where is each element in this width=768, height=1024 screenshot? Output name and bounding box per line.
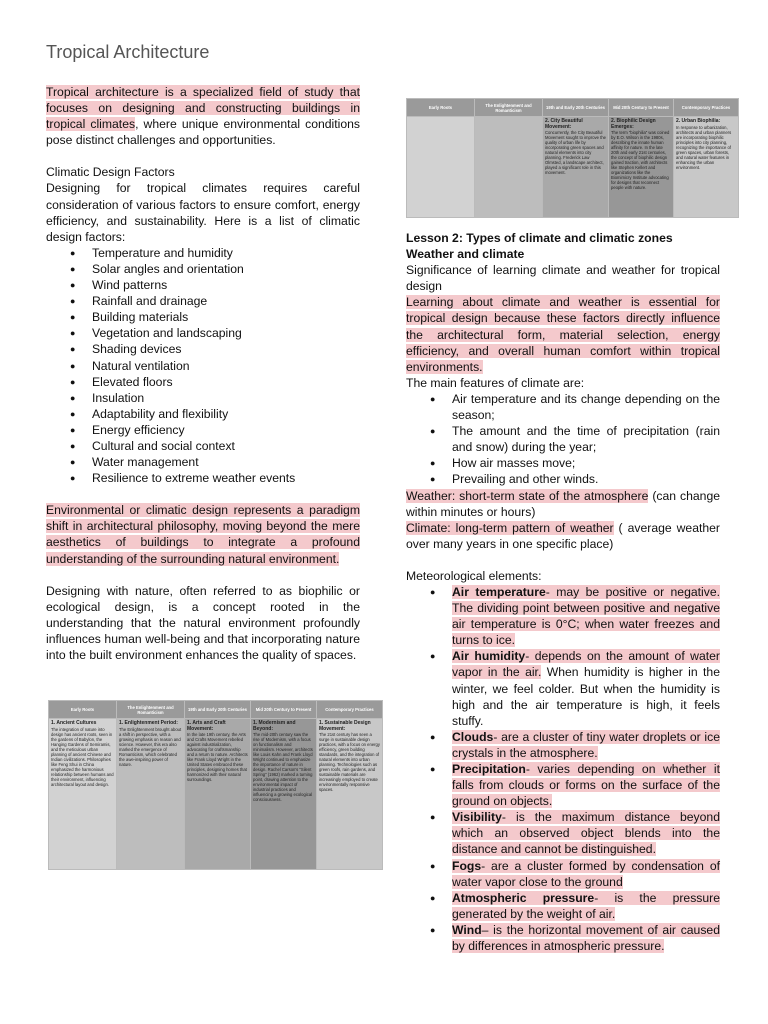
list-item: ● How air masses move; <box>452 455 720 471</box>
table-header: The Enlightenment and Romanticism <box>475 99 543 117</box>
list-item <box>452 648 720 728</box>
lesson-heading: Lesson 2: Types of climate and climatic zones <box>406 231 673 245</box>
table-row <box>49 719 383 870</box>
met-text: - is the maximum distance beyond which an observed object blends into the distance and cannot be distinguished. <box>452 810 720 857</box>
cell-body: The 21st century has seen a surge in sustainable design practices, with a focus on energy efficiency, green building standards, and the integration of natural elements into urban planning. Technologies such as green roofs, rain gardens, and sustainable materials are increasingly employed to create environmentally responsive spaces. <box>319 732 380 793</box>
list-item: ● Temperature and humidity <box>92 245 360 261</box>
cell-body: Concurrently, the City Beautiful Movement sought to improve the quality of urban life by incorporating green spaces and natural elements into city planning. Frederick Law Olmsted, a landscape architect, played a significant role in this movement. <box>545 130 606 176</box>
cell-body: In response to urbanization, architects and urban planners are incorporating biophilic principles into city planning, recognizing the importance of green spaces, urban forests, and natural water features in enhancing the urban environment. <box>676 124 732 170</box>
table-header: Mid 20th Century to Present <box>251 701 317 719</box>
table-cell <box>117 719 185 870</box>
cell-body: The integration of nature into design has ancient roots, seen in the gardens of Babylon, the Hanging Gardens of Semiramis, and the meticulous urban planning of ancient Chinese and Indian civilizations. Philosophies like Feng Shui in China emphasized the harmonious relationship between humans and their environment, influencing architectural layout and design. <box>51 726 114 787</box>
met-term: Clouds <box>452 729 494 744</box>
met-text: - is the pressure generated by the weight of air. <box>452 890 720 921</box>
factors-heading: Climatic Design Factors <box>46 165 175 180</box>
table-cell <box>543 117 609 218</box>
weather-definition <box>406 488 720 520</box>
paradigm-paragraph <box>46 502 360 566</box>
met-term: Atmospheric pressure <box>452 890 595 905</box>
met-rest: When humidity is higher in the winter, we feel colder. But when the humidity is high and the air temperature is high, it feels stuffy. <box>452 665 720 728</box>
met-text: - varies depending on whether it falls from clouds or forms on the surface of the ground on objects. <box>452 762 720 809</box>
table-header: 19th and Early 20th Centuries <box>543 99 609 117</box>
list-item: ● Elevated floors <box>92 374 360 390</box>
table-row <box>407 117 739 218</box>
cell-body: In the late 19th century, the Arts and Crafts Movement rebelled against industrialization, advocating for craftsmanship and a return to nature. Architects like Frank Lloyd Wright in the United States embraced these principles, designing homes that harmonized with their natural surroundings. <box>187 732 248 783</box>
left-column <box>46 84 360 663</box>
list-item: ● Resilience to extreme weather events <box>92 470 360 486</box>
factors-intro: Designing for tropical climates requires careful consideration of various factors to ensure comfort, energy efficiency, and sustainability. Here is a list of climatic design factors: <box>46 181 360 244</box>
list-item: ● Prevailing and other winds. <box>452 471 720 487</box>
met-text: - are a cluster of tiny water droplets or ice crystals in the atmosphere. <box>452 729 720 760</box>
climate-definition <box>406 520 720 552</box>
met-term: Visibility <box>452 810 502 825</box>
list-item: ● Natural ventilation <box>92 358 360 374</box>
list-item: ● Building materials <box>92 309 360 325</box>
table-cell <box>407 117 475 218</box>
lesson-subheading: Weather and climate <box>406 247 525 262</box>
met-term: Fogs <box>452 858 482 873</box>
features-list <box>406 391 720 488</box>
cell-title: 2. Urban Biophilia: <box>676 118 721 124</box>
met-term: Precipitation <box>452 762 526 776</box>
table-cell <box>49 719 117 870</box>
table-cell <box>674 117 739 218</box>
table-header: Mid 20th Century to Present <box>609 99 674 117</box>
intro-highlight: Tropical architecture is a specialized field of study that focuses on designing and constructing buildings in tropical climates <box>46 85 360 132</box>
weather-rest: (can change within minutes or hours) <box>406 488 721 519</box>
list-item: ● Water management <box>92 454 360 470</box>
cell-title: 1. Arts and Craft Movement: <box>187 720 226 732</box>
cell-title: 1. Enlightenment Period: <box>119 720 178 726</box>
cell-title: 1. Ancient Cultures <box>51 720 97 726</box>
cell-body: The term "biophilia" was coined by E.O. Wilson in the 1980s, describing the innate human affinity for nature. In the late 20th and early 21st centuries, the concept of biophilic design gained traction, with architects like Stephen Kellert and organizations like the Biomimicry Institute advocating for designs that reconnect people with nature. <box>611 130 670 191</box>
list-item: ● Air temperature and its change depending on the season; <box>452 391 720 423</box>
significance-text: Significance of learning climate and weather for tropical design <box>406 263 720 294</box>
table-cell <box>185 719 251 870</box>
table-header: Contemporary Practices <box>317 701 383 719</box>
met-text: - depends on the amount of water vapor in the air. <box>452 649 720 680</box>
list-item <box>452 890 720 922</box>
list-item <box>452 922 720 954</box>
list-item <box>452 761 720 809</box>
table-header: 19th and Early 20th Centuries <box>185 701 251 719</box>
cell-body: The mid-20th century saw the rise of Modernism, with a focus on functionalism and minimalism. However, architects like Louis Kahn and Frank Lloyd Wright continued to emphasize the importance of nature in design. Rachel Carson's "Silent Spring" (1962) marked a turning point, drawing attention to the environmental impact of industrial practices and influencing a growing ecological consciousness. <box>253 732 313 803</box>
list-item: ● Shading devices <box>92 341 360 357</box>
table-cell <box>251 719 317 870</box>
table-cell <box>609 117 674 218</box>
list-item: ● Wind patterns <box>92 277 360 293</box>
climate-rest: ( average weather over many years in one specific place) <box>406 520 720 551</box>
biophilic-paragraph: Designing with nature, often referred to as biophilic or ecological design, is a concept rooted in the understanding that the natural environment profoundly influences human well-being and that incorporating nature into the built environment enhances the quality of spaces. <box>46 583 360 662</box>
intro-paragraph <box>46 84 360 148</box>
met-text: - are a cluster formed by condensation of water vapor close to the ground <box>452 858 720 889</box>
table-cell <box>317 719 383 870</box>
table-header: The Enlightenment and Romanticism <box>117 701 185 719</box>
list-item: ● Cultural and social context <box>92 438 360 454</box>
list-item: ● Insulation <box>92 390 360 406</box>
intro-rest: , where unique environmental conditions pose distinct challenges and opportunities. <box>46 117 361 148</box>
cell-title: 1. Sustainable Design Movement: <box>319 720 371 732</box>
met-term: Wind <box>452 922 482 937</box>
list-item: ● Adaptability and flexibility <box>92 406 360 422</box>
cell-body: The Enlightenment brought about a shift in perspective, with a growing emphasis on reason and science. However, this era also marked the emergence of Romanticism, which celebrated the awe-inspiring power of nature. <box>119 726 182 767</box>
met-elements-list <box>406 584 720 954</box>
table-header: Early Roots <box>49 701 117 719</box>
factors-list <box>46 245 360 486</box>
list-item: ● Solar angles and orientation <box>92 261 360 277</box>
list-item: ● Rainfall and drainage <box>92 293 360 309</box>
list-item <box>452 809 720 857</box>
table-header: Early Roots <box>407 99 475 117</box>
cell-title: 2. Biophilic Design Emerges: <box>611 118 656 130</box>
history-table-upper <box>406 98 739 218</box>
table-header: Contemporary Practices <box>674 99 739 117</box>
cell-title: 2. City Beautiful Movement: <box>545 118 583 130</box>
list-item <box>452 584 720 648</box>
met-term: Air temperature <box>452 584 546 599</box>
list-item: ● Vegetation and landscaping <box>92 325 360 341</box>
list-item <box>452 729 720 761</box>
learning-highlight: Learning about climate and weather is essential for tropical design because these factors directly influence the architectural form, material selection, energy efficiency, and overall human comfort within tropical environments. <box>406 295 720 374</box>
cell-title: 1. Modernism and Beyond: <box>253 720 296 732</box>
climate-highlight: Climate: long-term pattern of weather <box>406 520 614 535</box>
table-cell <box>475 117 543 218</box>
met-text: - may be positive or negative. The dividing point between positive and negative air temperature is 0°C; when water freezes and turns to ice. <box>452 584 720 648</box>
list-item: ● The amount and the time of precipitation (rain and snow) during the year; <box>452 423 720 455</box>
weather-highlight: Weather: short-term state of the atmosphere <box>406 488 649 503</box>
met-term: Air humidity <box>452 649 526 664</box>
right-column <box>406 230 720 954</box>
list-item: ● Energy efficiency <box>92 422 360 438</box>
learning-paragraph <box>406 294 720 374</box>
list-item <box>452 858 720 890</box>
history-table-lower <box>48 700 383 870</box>
page-title: Tropical Architecture <box>46 42 210 62</box>
features-intro: The main features of climate are: <box>406 375 585 390</box>
paradigm-highlight: Environmental or climatic design represents a paradigm shift in architectural philosophy, moving beyond the mere aesthetics of buildings to integrate a profound understanding of the surrounding natural environment. <box>46 503 360 566</box>
met-heading: Meteorological elements: <box>406 568 542 583</box>
met-text: – is the horizontal movement of air caused by differences in atmospheric pressure. <box>452 922 720 954</box>
